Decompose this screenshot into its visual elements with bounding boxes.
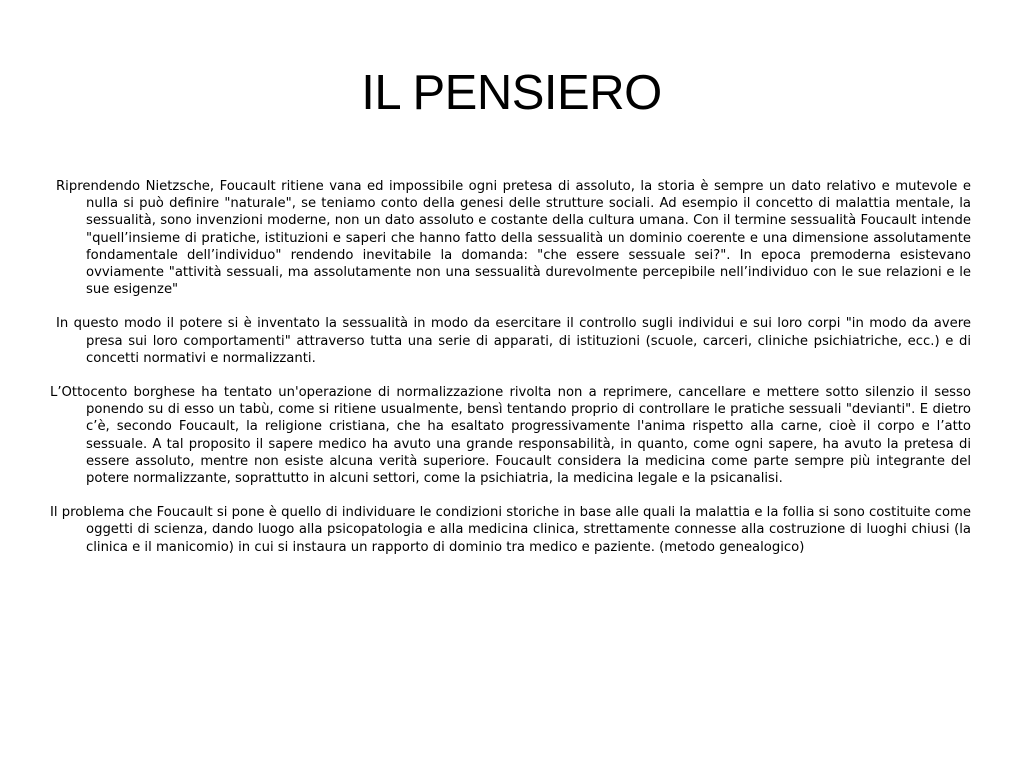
paragraph-nietzsche: Riprendendo Nietzsche, Foucault ritiene vana ed impossibile ogni pretesa di assoluto, la storia è sempre un dato relativo e mutevole e nulla si può definire "naturale", se teniamo conto della genesi delle strutture sociali. Ad esempio il concetto di malattia mentale, la sessualità, sono invenzioni moderne, non un dato assoluto e costante della cultura umana. Con il termine sessualità Foucault intende "quell’insieme di pratiche, istituzioni e saperi che hanno fatto della sessualità un dominio coerente e una dimensione assolutamente fondamentale dell’individuo" rendendo inevitabile la domanda: "che essere sessuale sei?". In epoca premoderna esistevano ovviamente "attività sessuali, ma assolutamente non una sessualità durevolmente percepibile nell’individuo con le sue relazioni e le sue esigenze" [56,179,971,298]
slide-title: IL PENSIERO [361,66,662,120]
slide-body [50,178,971,573]
paragraph-potere: In questo modo il potere si è inventato la sessualità in modo da esercitare il controllo sugli individui e sui loro corpi "in modo da avere presa sui loro comportamenti" attraverso tutta una serie di apparati, di istituzioni (scuole, carceri, cliniche psichiatriche, ecc.) e di concetti normativi e normalizzanti. [56,316,971,366]
paragraph-ottocento: L’Ottocento borghese ha tentato un'operazione di normalizzazione rivolta non a reprimere, cancellare e mettere sotto silenzio il sesso ponendo su di esso un tabù, come si ritiene usualmente, bensì tentando proprio di controllare le pratiche sessuali "devianti". E dietro c’è, secondo Foucault, la religione cristiana, che ha esaltato progressivamente l'anima rispetto alla carne, cioè il corpo e l’atto sessuale. A tal proposito il sapere medico ha avuto una grande responsabilità, in quanto, come ogni sapere, ha avuto la pretesa di essere assoluto, mentre non esiste alcuna verità superiore. Foucault considera la medicina come parte sempre più integrante del potere normalizzante, soprattutto in alcuni settori, come la psichiatria, la medicina legale e la psicanalisi. [50,385,971,487]
paragraph-problema: Il problema che Foucault si pone è quello di individuare le condizioni storiche in base alle quali la malattia e la follia si sono costituite come oggetti di scienza, dando luogo alla psicopatologia e alla medicina clinica, strettamente connesse alla costruzione di luoghi chiusi (la clinica e il manicomio) in cui si instaura un rapporto di dominio tra medico e paziente. (metodo genealogico) [50,505,971,555]
